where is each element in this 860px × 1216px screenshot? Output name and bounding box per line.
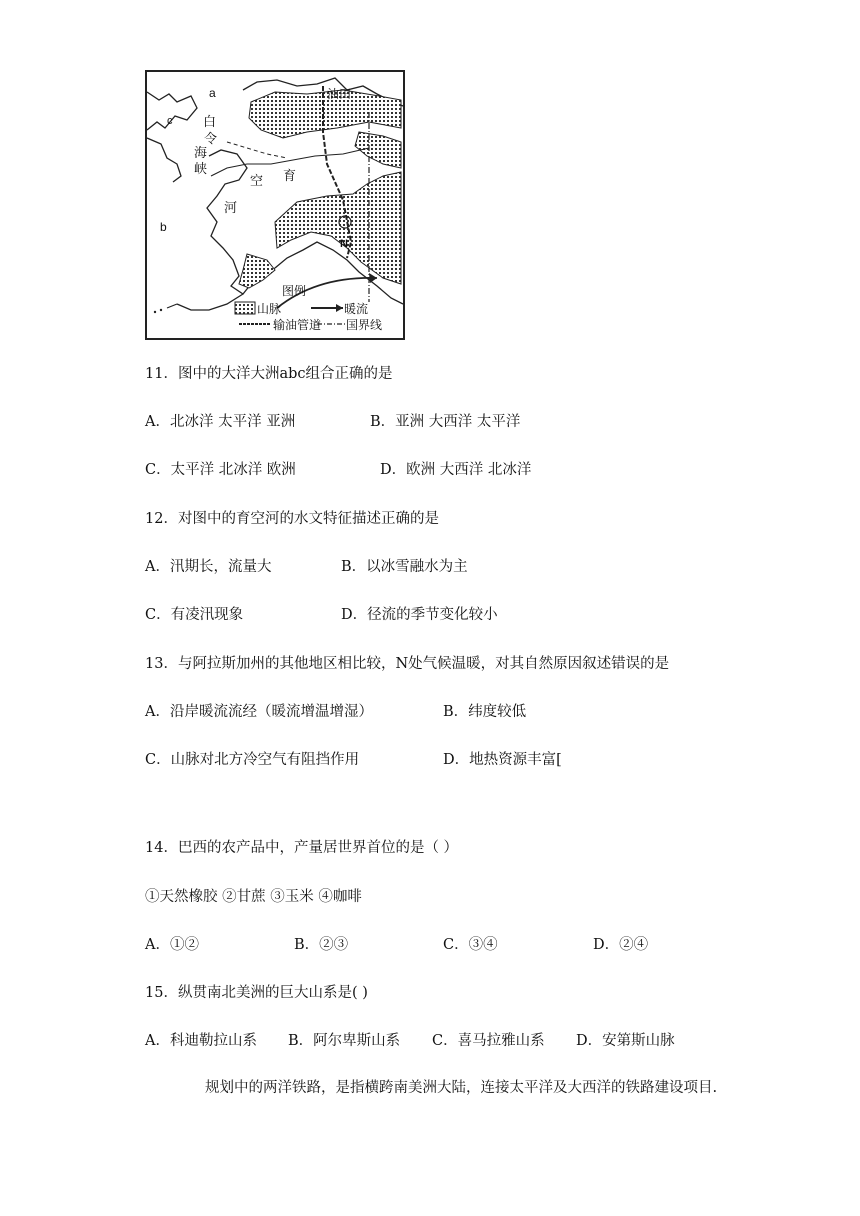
question-11-option-b: B．亚洲 大西洋 太平洋 xyxy=(370,414,521,430)
question-12-option-b: B．以冰雪融水为主 xyxy=(341,559,468,575)
question-11-option-a: A．北冰洋 太平洋 亚洲 xyxy=(145,414,296,430)
question-14-option-d: D．②④ xyxy=(593,937,649,953)
legend-warm-current: 暖流 xyxy=(344,302,369,316)
map-label-yukon-1: 育 xyxy=(283,169,297,184)
question-12-option-d: D．径流的季节变化较小 xyxy=(341,607,498,623)
question-13-option-a: A．沿岸暖流流经（暖流增温增湿） xyxy=(145,704,373,720)
question-14-option-a: A．①② xyxy=(145,937,199,953)
map-label-yukon-3: 河 xyxy=(224,201,238,216)
legend-border: 国界线 xyxy=(346,318,383,332)
question-11-stem: 11．图中的大洋大洲abc组合正确的是 xyxy=(145,366,393,382)
question-13-option-c: C．山脉对北方冷空气有阻挡作用 xyxy=(145,752,360,768)
question-14-stem: 14．巴西的农产品中，产量居世界首位的是（ ） xyxy=(145,840,459,856)
legend-mountain: 山脉 xyxy=(257,302,282,316)
question-12-option-c: C．有凌汛现象 xyxy=(145,607,244,623)
question-14-option-c: C．③④ xyxy=(443,937,498,953)
question-14-items: ①天然橡胶 ②甘蔗 ③玉米 ④咖啡 xyxy=(145,889,362,905)
question-15-option-d: D．安第斯山脉 xyxy=(576,1033,675,1049)
question-12-option-a: A．汛期长，流量大 xyxy=(145,559,272,575)
question-15-option-a: A．科迪勒拉山系 xyxy=(145,1033,257,1049)
map-label-bering-2: 令 xyxy=(204,132,218,147)
question-14-option-b: B．②③ xyxy=(294,937,349,953)
question-15-stem: 15．纵贯南北美洲的巨大山系是( ) xyxy=(145,985,368,1001)
question-13-option-b: B．纬度较低 xyxy=(443,704,527,720)
question-15-option-c: C．喜马拉雅山系 xyxy=(432,1033,545,1049)
map-label-n: N xyxy=(340,238,348,250)
map-label-oilfield: 油田 xyxy=(327,87,352,101)
legend-pipeline: 输油管道 xyxy=(273,318,322,332)
map-label-c: c xyxy=(167,115,173,127)
map-label-bering-1: 白 xyxy=(203,115,217,130)
legend-title: 图例 xyxy=(282,284,307,298)
question-12-stem: 12．对图中的育空河的水文特征描述正确的是 xyxy=(145,511,439,527)
map-label-a: a xyxy=(209,86,216,100)
question-13-stem: 13．与阿拉斯加州的其他地区相比较，N处气候温暖，对其自然原因叙述错误的是 xyxy=(145,656,670,672)
question-15-option-b: B．阿尔卑斯山系 xyxy=(288,1033,401,1049)
question-11-option-d: D．欧洲 大西洋 北冰洋 xyxy=(380,462,532,478)
map-label-bering-4: 峡 xyxy=(194,162,208,177)
map-label-yukon-2: 空 xyxy=(250,174,264,189)
map-label-bering-3: 海 xyxy=(194,146,208,161)
question-13-option-d: D．地热资源丰富[ xyxy=(443,752,562,768)
map-label-b: b xyxy=(160,220,167,234)
passage-text: 规划中的两洋铁路，是指横跨南美洲大陆，连接太平洋及大西洋的铁路建设项目. xyxy=(205,1080,718,1096)
question-11-option-c: C．太平洋 北冰洋 欧洲 xyxy=(145,462,296,478)
